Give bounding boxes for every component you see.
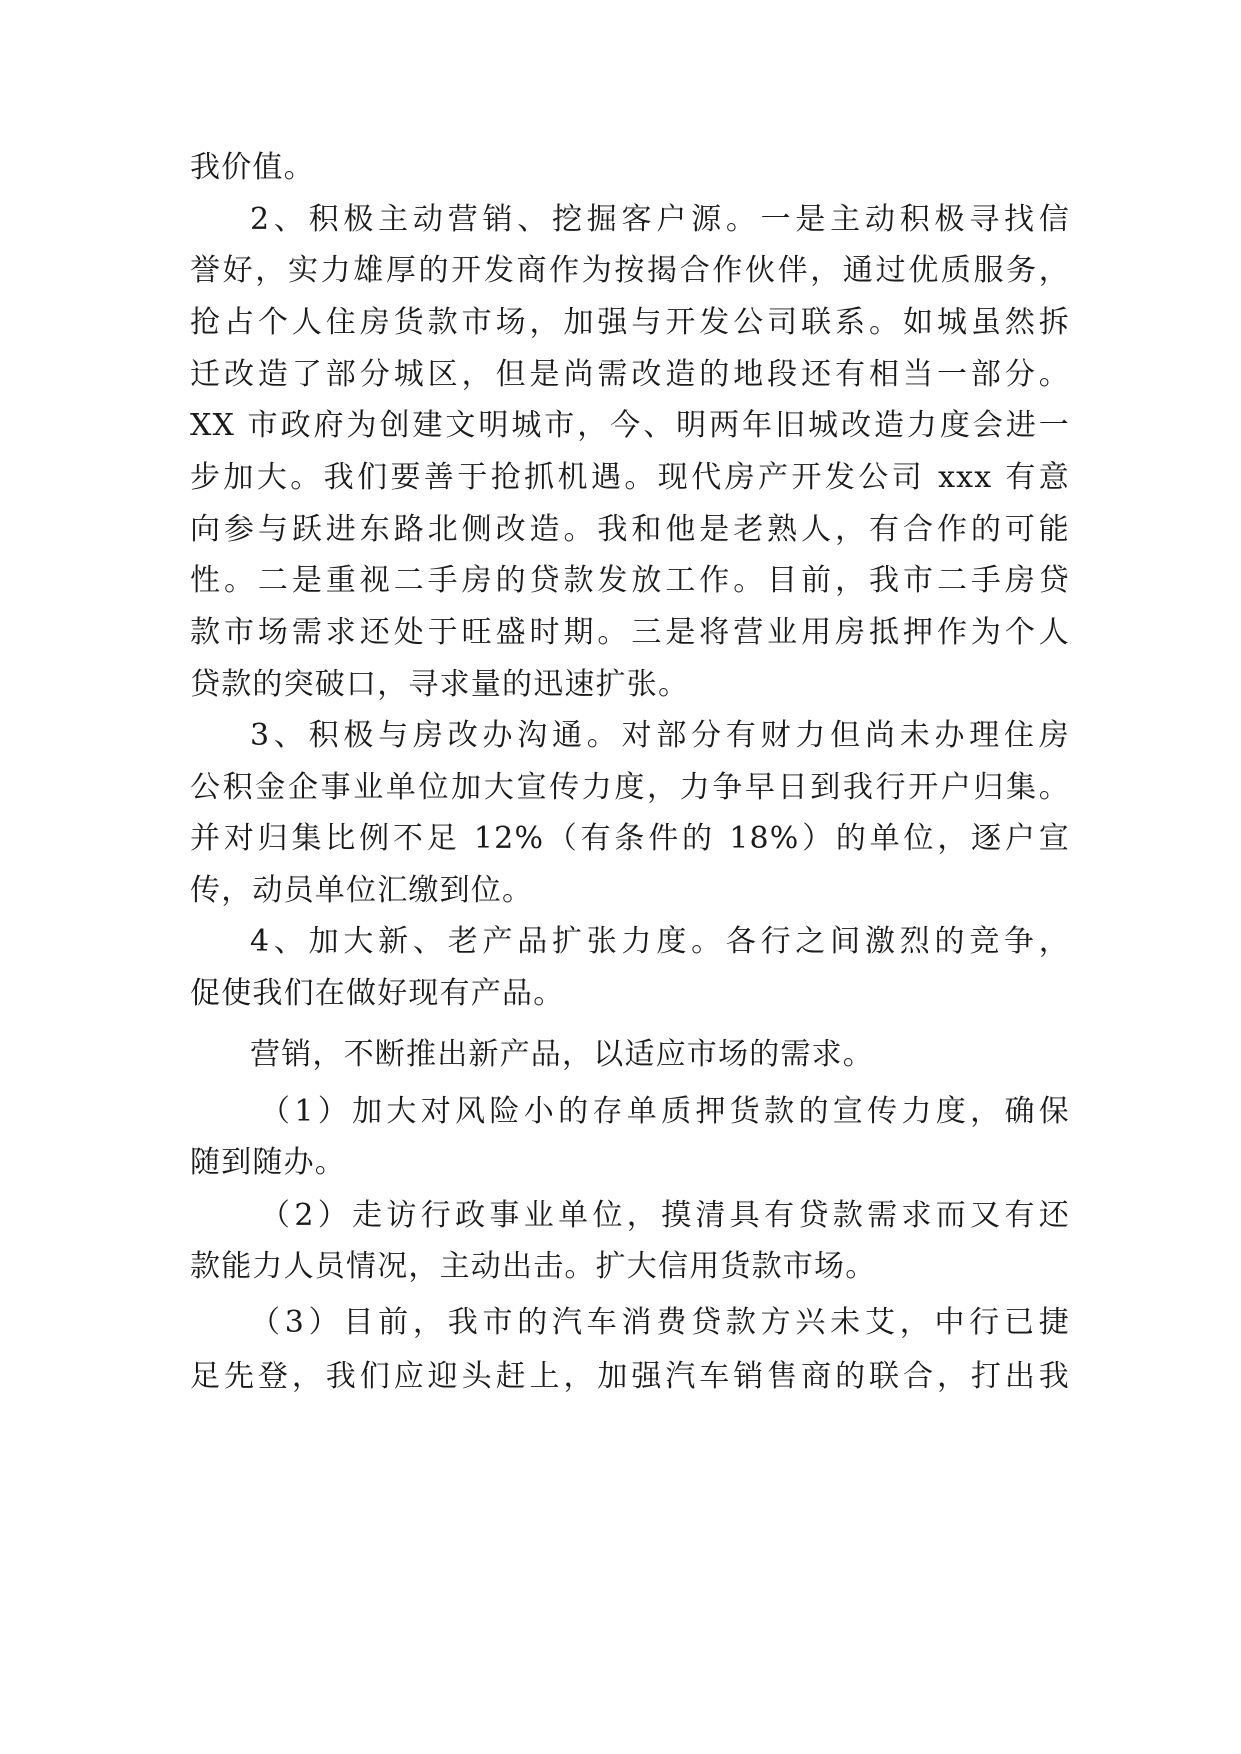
- text-line-20: 随到随办。: [190, 1145, 346, 1180]
- text-line-11: 贷款的突破口，寻求量的迅速扩张。: [190, 667, 690, 702]
- text-line-1: 我价值。: [190, 150, 315, 185]
- text-line-21: （2）走访行政事业单位，摸清具有贷款需求而又有还: [260, 1198, 1070, 1233]
- text-line-7: 步加大。我们要善于抢抓机遇。现代房产开发公司 xxx 有意: [190, 460, 1070, 495]
- text-line-5: 迁改造了部分城区，但是尚需改造的地段还有相当一部分。: [190, 357, 1070, 392]
- text-line-17: 促使我们在做好现有产品。: [190, 976, 565, 1011]
- text-line-23: （3）目前，我市的汽车消费贷款方兴未艾，中行已捷: [250, 1305, 1070, 1340]
- text-line-16: 4、加大新、老产品扩张力度。各行之间激烈的竞争，: [250, 924, 1070, 959]
- text-line-12: 3、积极与房改办沟通。对部分有财力但尚未办理住房: [250, 718, 1070, 753]
- text-line-19: （1）加大对风险小的存单质押货款的宣传力度，确保: [260, 1094, 1070, 1129]
- text-line-6: XX 市政府为创建文明城市，今、明两年旧城改造力度会进一: [190, 408, 1070, 443]
- text-line-4: 抢占个人住房货款市场，加强与开发公司联系。如城虽然拆: [190, 305, 1070, 340]
- text-line-18: 营销，不断推出新产品，以适应市场的需求。: [250, 1037, 874, 1072]
- text-line-3: 誉好，实力雄厚的开发商作为按揭合作伙伴，通过优质服务，: [190, 253, 1070, 288]
- text-line-22: 款能力人员情况，主动出击。扩大信用货款市场。: [190, 1249, 877, 1284]
- text-line-10: 款市场需求还处于旺盛时期。三是将营业用房抵押作为个人: [190, 615, 1070, 650]
- text-line-8: 向参与跃进东路北侧改造。我和他是老熟人，有合作的可能: [190, 512, 1070, 547]
- text-line-15: 传，动员单位汇缴到位。: [190, 873, 534, 908]
- text-line-2: 2、积极主动营销、挖掘客户源。一是主动积极寻找信: [250, 202, 1070, 237]
- text-line-24: 足先登，我们应迎头赶上，加强汽车销售商的联合，打出我: [190, 1359, 1070, 1394]
- text-line-14: 并对归集比例不足 12%（有条件的 18%）的单位，逐户宣: [190, 821, 1070, 856]
- text-line-9: 性。二是重视二手房的贷款发放工作。目前，我市二手房贷: [190, 563, 1070, 598]
- text-line-13: 公积金企事业单位加大宣传力度，力争早日到我行开户归集。: [190, 770, 1070, 805]
